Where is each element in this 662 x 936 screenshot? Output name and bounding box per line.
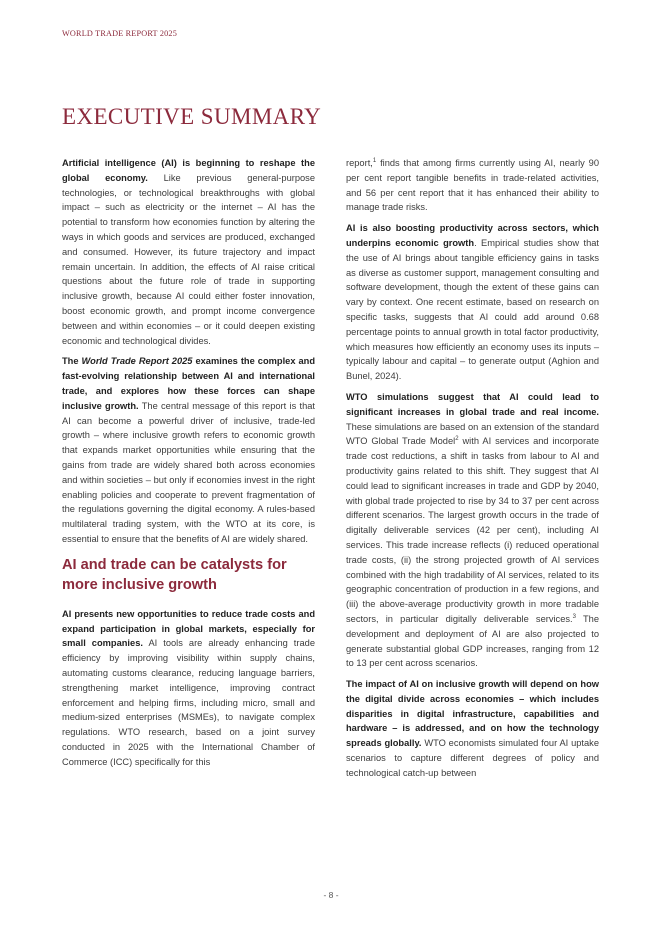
- paragraph-body: These simulations are based on an extension of the standard WTO Global Trade Model: [346, 421, 599, 447]
- paragraph-body: with AI services and incorporate trade cost reductions, a shift in tasks from labour to AI and productivity gains related to this shift. They suggest that AI could lead to significant increases in trade and GDP by 2040, with global trade projected to rise by 34 to 37 per cent across different scenarios. The largest growth occurs in the trade of digitally deliverable services (42 per cent), including AI services. This trade increase reflects (i) reduced operational trade costs, (ii) the strong projected growth of AI services combined with the high tradability of AI services, related to its geographic concentration of production in a few regions, and (iii) the above-average productivity growth in more tradable sectors, in particular digitally deliverable services.: [346, 436, 599, 624]
- lead-text: The: [62, 356, 82, 367]
- running-header: WORLD TRADE REPORT 2025: [62, 29, 178, 38]
- paragraph: [346, 221, 599, 384]
- lead-text: examines the complex and fast-evolving relationship between AI and international trade, and explores how these forces can shape inclusive growth.: [62, 356, 316, 411]
- paragraph-lead: Artificial intelligence (AI) is beginning to reshape the global economy.: [62, 158, 315, 183]
- paragraph-body: Like previous general-purpose technologies, or technological breakthroughs with global impact – such as electricity or the internet – AI has the potential to transform how economies function by altering the ways in which goods and services are produced, exchanged and consumed. However, its future trajectory and impact remain uncertain. In addition, the effects of AI raise critical questions about the future role of trade in supporting inclusive growth, because AI could either foster innovation, boost economic growth, and prompt income convergence between and within economies – or it could deepen existing economic and technological divides.: [62, 172, 315, 346]
- paragraph-body: report,: [346, 158, 373, 168]
- paragraph-body: AI tools are already enhancing trade efficiency by improving visibility within supply chains, automating customs clearance, reducing language barriers, strengthening market intelligence, improving contract enforcement and helping firms, including micro, small and medium-sized enterprises (MSMEs), to navigate complex regulations. WTO research, based on a joint survey conducted in 2025 with the International Chamber of Commerce (ICC) specifically for this: [62, 638, 315, 767]
- paragraph-lead: AI presents new opportunities to reduce trade costs and expand participation in global markets, especially for small companies.: [62, 608, 315, 649]
- paragraph: [62, 156, 315, 348]
- paragraph-lead: The impact of AI on inclusive growth will depend on how the digital divide across economies – which includes disparities in digital infrastructure, capabilities and hardware – is addressed, and on how the technology spreads globally.: [346, 679, 599, 749]
- paragraph: [62, 354, 315, 546]
- paragraph: [346, 156, 599, 215]
- footnote-ref[interactable]: 2: [455, 436, 459, 443]
- paragraph: [346, 677, 599, 781]
- paragraph-body: WTO economists simulated four AI uptake scenarios to capture different degrees of policy and technological catch-up between: [346, 738, 600, 778]
- paragraph: [346, 390, 599, 671]
- paragraph-lead: AI is also boosting productivity across sectors, which underpins economic growth: [346, 223, 599, 248]
- paragraph-body: The development and deployment of AI are also projected to generate substantial global GDP increases, ranging from 12 to 13 per cent across scenarios.: [346, 613, 599, 669]
- paragraph-body: finds that among firms currently using AI, nearly 90 per cent report tangible benefits in trade-related activities, and 56 per cent report that it has enhanced their ability to manage trade risks.: [346, 158, 599, 213]
- page-title: EXECUTIVE SUMMARY: [62, 104, 322, 129]
- paragraph: [62, 607, 315, 770]
- report-title-italic: World Trade Report 2025: [81, 356, 193, 367]
- left-column: [62, 156, 315, 775]
- paragraph-lead: WTO simulations suggest that AI could lead to significant increases in global trade and real income.: [346, 391, 599, 417]
- footnote-ref[interactable]: 1: [372, 157, 377, 164]
- paragraph-body: The central message of this report is that AI can become a powerful driver of inclusive, trade-led growth – where inclusive growth refers to economic growth that expands market opportunities while ensuring that the gains from trade are widely shared both across economies and within societies – but only if economies invest in the right enabling policies and cooperate to prevent fragmentation of the regulations governing the digital economy. A rules-based multilateral trading system, with the WTO at its core, is essential to ensure that the benefits of AI are widely shared.: [62, 400, 315, 544]
- right-column: [346, 156, 599, 787]
- paragraph-body: . Empirical studies show that the use of AI brings about tangible efficiency gains in tasks as diverse as customer support, management consulting and software development, though the extent of these gains can vary by context. One recent estimate, based on research on specific tasks, suggests that AI could add around 0.68 percentage points to annual growth in total factor productivity, which measures how efficiently an economy uses its inputs – typically labour and capital – to generate output (Aghion and Bunel, 2024).: [346, 237, 600, 382]
- page-number: - 8 -: [323, 890, 339, 900]
- footnote-ref[interactable]: 3: [572, 613, 576, 620]
- section-heading: AI and trade can be catalysts for more inclusive growth: [62, 556, 287, 593]
